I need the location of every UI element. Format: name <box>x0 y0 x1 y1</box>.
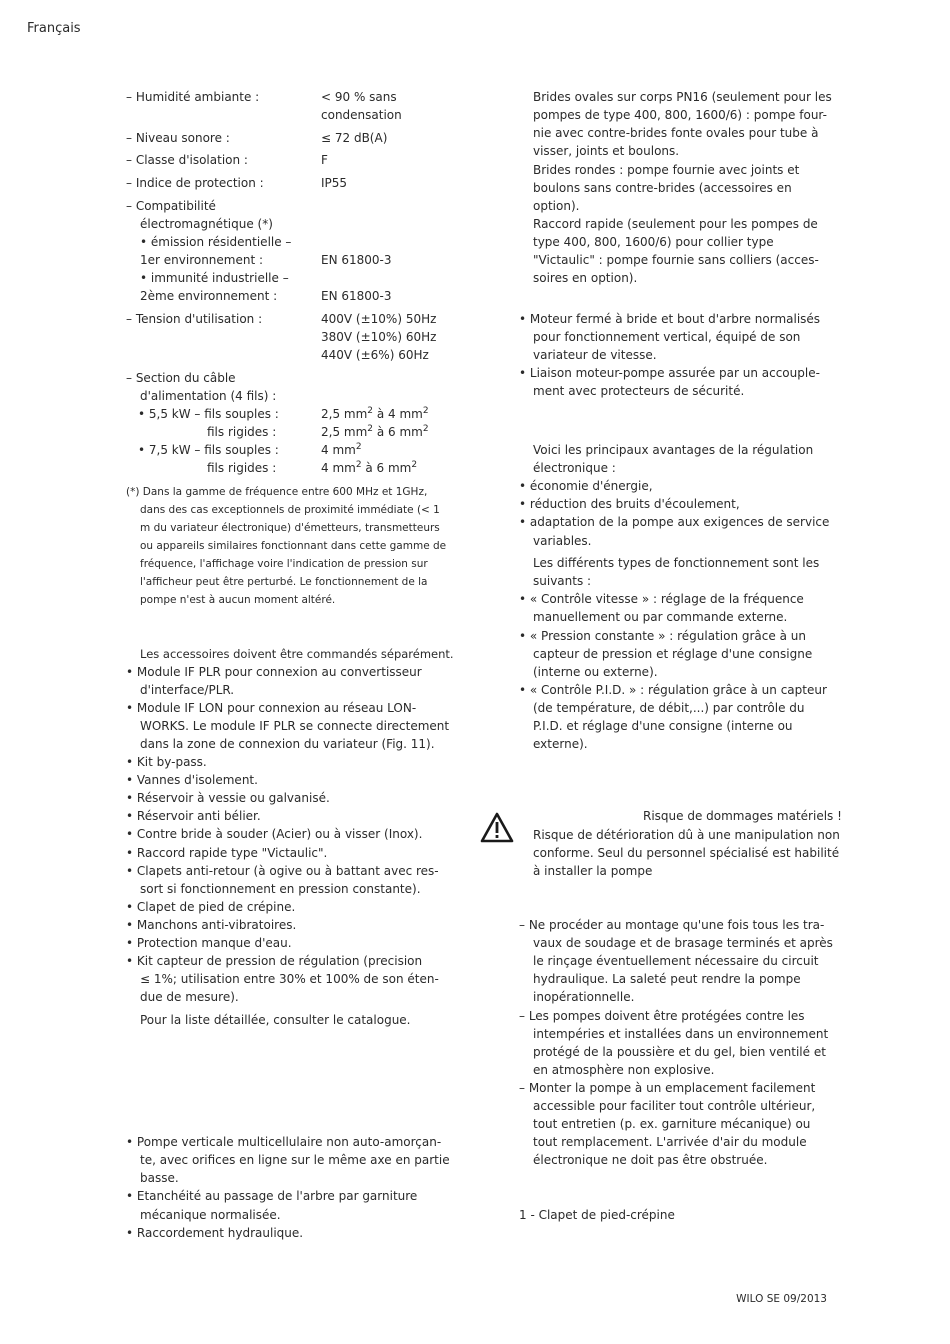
spec-label: d'alimentation (4 fils) : <box>140 389 277 403</box>
spec-label: électromagnétique (*) <box>140 217 273 231</box>
page-header-language: Français <box>27 21 81 36</box>
footnote-line: l'afficheur peut être perturbé. Le fonctionnement de la <box>140 576 428 588</box>
spec-label: • émission résidentielle – <box>140 235 292 249</box>
cable-label: • 5,5 kW – fils souples : <box>138 407 279 421</box>
regulation-line: manuellement ou par commande externe. <box>533 610 788 624</box>
pump-desc-line: • Pompe verticale multicellulaire non auto-amorçan- <box>126 1135 442 1149</box>
regulation-line: capteur de pression et réglage d'une consigne <box>533 647 813 661</box>
motor-line: pour fonctionnement vertical, équipé de son <box>533 330 801 344</box>
accessory-item: • Clapet de pied de crépine. <box>126 900 296 914</box>
spec-label: 2ème environnement : <box>140 289 278 303</box>
installation-line: accessible pour faciliter tout contrôle ultérieur, <box>533 1099 816 1113</box>
accessories-intro: Les accessoires doivent être commandés séparément. <box>140 647 454 661</box>
accessory-item: • Manchons anti-vibratoires. <box>126 918 297 932</box>
installation-line: le rinçage éventuellement nécessaire du circuit <box>533 954 819 968</box>
warning-line: conforme. Seul du personnel spécialisé est habilité <box>533 846 840 860</box>
regulation-line: Les différents types de fonctionnement sont les <box>533 556 820 570</box>
flanges-line: type 400, 800, 1600/6) pour collier type <box>533 235 774 249</box>
regulation-line: (de température, de débit,...) par contrôle du <box>533 701 805 715</box>
accessory-item: • Contre bride à souder (Acier) ou à visser (Inox). <box>126 827 423 841</box>
motor-line: • Moteur fermé à bride et bout d'arbre normalisés <box>519 312 821 326</box>
accessory-item: ≤ 1%; utilisation entre 30% et 100% de son éten- <box>140 972 439 986</box>
accessory-item: • Module IF LON pour connexion au réseau LON- <box>126 701 417 715</box>
installation-line: tout remplacement. L'arrivée d'air du module <box>533 1135 807 1149</box>
spec-value: 440V (±6%) 60Hz <box>321 348 429 362</box>
installation-line: – Ne procéder au montage qu'une fois tous les tra- <box>519 918 825 932</box>
regulation-line: • réduction des bruits d'écoulement, <box>519 497 740 511</box>
regulation-line: • « Pression constante » : régulation grâce à un <box>519 629 806 643</box>
spec-value: EN 61800-3 <box>321 289 392 303</box>
regulation-line: P.I.D. et réglage d'une consigne (interne ou <box>533 719 793 733</box>
spec-value: EN 61800-3 <box>321 253 392 267</box>
regulation-line: • « Contrôle P.I.D. » : régulation grâce à un capteur <box>519 683 827 697</box>
motor-line: variateur de vitesse. <box>533 348 657 362</box>
motor-line: ment avec protecteurs de sécurité. <box>533 384 745 398</box>
cable-label: fils rigides : <box>207 461 277 475</box>
accessory-item: • Module IF PLR pour connexion au convertisseur <box>126 665 422 679</box>
motor-line: • Liaison moteur-pompe assurée par un accouple- <box>519 366 820 380</box>
accessory-item: • Clapets anti-retour (à ogive ou à battant avec res- <box>126 864 439 878</box>
footnote-line: ou appareils similaires fonctionnant dans cette gamme de <box>140 540 447 552</box>
warning-line: Risque de détérioration dû à une manipulation non <box>533 828 840 842</box>
installation-line: – Les pompes doivent être protégées contre les <box>519 1009 805 1023</box>
warning-triangle-icon <box>480 812 514 844</box>
spec-label: – Tension d'utilisation : <box>126 312 263 326</box>
spec-label: – Compatibilité <box>126 199 216 213</box>
spec-value: IP55 <box>321 176 348 190</box>
installation-line: – Monter la pompe à un emplacement facilement <box>519 1081 816 1095</box>
installation-line: protégé de la poussière et du gel, bien ventilé et <box>533 1045 826 1059</box>
installation-line: tout entretien (p. ex. garniture mécanique) ou <box>533 1117 811 1131</box>
installation-line: électronique ne doit pas être obstruée. <box>533 1153 768 1167</box>
regulation-line: variables. <box>533 534 592 548</box>
accessory-item: • Vannes d'isolement. <box>126 773 258 787</box>
footnote-line: (*) Dans la gamme de fréquence entre 600 MHz et 1GHz, <box>126 486 428 498</box>
spec-label: 1er environnement : <box>140 253 264 267</box>
regulation-line: externe). <box>533 737 588 751</box>
warning-line: à installer la pompe <box>533 864 653 878</box>
spec-value: 400V (±10%) 50Hz <box>321 312 437 326</box>
footnote-line: m du variateur électronique) d'émetteurs, transmetteurs <box>140 522 440 534</box>
accessory-item: d'interface/PLR. <box>140 683 235 697</box>
footer-publisher-date: WILO SE 09/2013 <box>736 1293 827 1305</box>
footnote-line: fréquence, l'affichage voire l'indication de pression sur <box>140 558 428 570</box>
flanges-line: boulons sans contre-brides (accessoires en <box>533 181 792 195</box>
installation-line: en atmosphère non explosive. <box>533 1063 715 1077</box>
spec-label: – Indice de protection : <box>126 176 264 190</box>
spec-value: ≤ 72 dB(A) <box>321 131 388 145</box>
installation-line: vaux de soudage et de brasage terminés et après <box>533 936 833 950</box>
installation-line: inopérationnelle. <box>533 990 635 1004</box>
regulation-line: • « Contrôle vitesse » : réglage de la fréquence <box>519 592 804 606</box>
spec-label: – Section du câble <box>126 371 236 385</box>
spec-value: condensation <box>321 108 402 122</box>
footnote-line: dans des cas exceptionnels de proximité immédiate (< 1 <box>140 504 440 516</box>
accessory-item: WORKS. Le module IF PLR se connecte directement <box>140 719 450 733</box>
spec-label: • immunité industrielle – <box>140 271 289 285</box>
accessory-item: • Raccord rapide type "Victaulic". <box>126 846 328 860</box>
spec-label: – Humidité ambiante : <box>126 90 260 104</box>
spec-label: – Niveau sonore : <box>126 131 230 145</box>
flanges-line: Brides ovales sur corps PN16 (seulement pour les <box>533 90 832 104</box>
regulation-line: (interne ou externe). <box>533 665 658 679</box>
flanges-line: "Victaulic" : pompe fournie sans colliers (acces- <box>533 253 819 267</box>
pump-desc-line: te, avec orifices en ligne sur le même axe en partie <box>140 1153 450 1167</box>
pump-desc-line: • Etanchéité au passage de l'arbre par garniture <box>126 1189 418 1203</box>
pump-desc-line: mécanique normalisée. <box>140 1208 281 1222</box>
cable-value: 2,5 $mm^2$ à 4 $mm^2$ <box>321 406 429 421</box>
cable-value: 4 $mm^2$ à 6 $mm^2$ <box>321 460 418 475</box>
flanges-line: nie avec contre-brides fonte ovales pour tube à <box>533 126 819 140</box>
regulation-line: suivants : <box>533 574 592 588</box>
flanges-line: soires en option). <box>533 271 638 285</box>
spec-value: F <box>321 153 328 167</box>
flanges-line: Brides rondes : pompe fournie avec joints et <box>533 163 800 177</box>
footnote-line: pompe n'est à aucun moment altéré. <box>140 594 336 606</box>
pump-desc-line: • Raccordement hydraulique. <box>126 1226 304 1240</box>
regulation-line: électronique : <box>533 461 616 475</box>
accessory-item: dans la zone de connexion du variateur (Fig. 11). <box>140 737 435 751</box>
flanges-line: Raccord rapide (seulement pour les pompes de <box>533 217 818 231</box>
figure-caption: 1 - Clapet de pied-crépine <box>519 1208 675 1222</box>
accessory-item: • Réservoir anti bélier. <box>126 809 261 823</box>
accessory-item: • Kit capteur de pression de régulation (precision <box>126 954 423 968</box>
cable-value: 2,5 $mm^2$ à 6 $mm^2$ <box>321 424 429 439</box>
spec-value: < 90 % sans <box>321 90 397 104</box>
warning-title: Risque de dommages matériels ! <box>643 809 842 823</box>
cable-label: fils rigides : <box>207 425 277 439</box>
flanges-line: pompes de type 400, 800, 1600/6) : pompe four- <box>533 108 827 122</box>
cable-value: 4 $mm^2$ <box>321 442 362 457</box>
cable-label: • 7,5 kW – fils souples : <box>138 443 279 457</box>
accessory-item: • Réservoir à vessie ou galvanisé. <box>126 791 330 805</box>
installation-line: intempéries et installées dans un environnement <box>533 1027 829 1041</box>
accessories-catalogue-note: Pour la liste détaillée, consulter le catalogue. <box>140 1013 411 1027</box>
spec-value: 380V (±10%) 60Hz <box>321 330 437 344</box>
pump-desc-line: basse. <box>140 1171 179 1185</box>
flanges-line: visser, joints et boulons. <box>533 144 680 158</box>
regulation-line: • économie d'énergie, <box>519 479 653 493</box>
regulation-line: • adaptation de la pompe aux exigences de service <box>519 515 830 529</box>
installation-line: hydraulique. La saleté peut rendre la pompe <box>533 972 801 986</box>
regulation-line: Voici les principaux avantages de la régulation <box>533 443 814 457</box>
accessory-item: • Kit by-pass. <box>126 755 207 769</box>
accessory-item: • Protection manque d'eau. <box>126 936 292 950</box>
accessory-item: due de mesure). <box>140 990 239 1004</box>
accessory-item: sort si fonctionnement en pression constante). <box>140 882 421 896</box>
spec-label: – Classe d'isolation : <box>126 153 248 167</box>
flanges-line: option). <box>533 199 580 213</box>
